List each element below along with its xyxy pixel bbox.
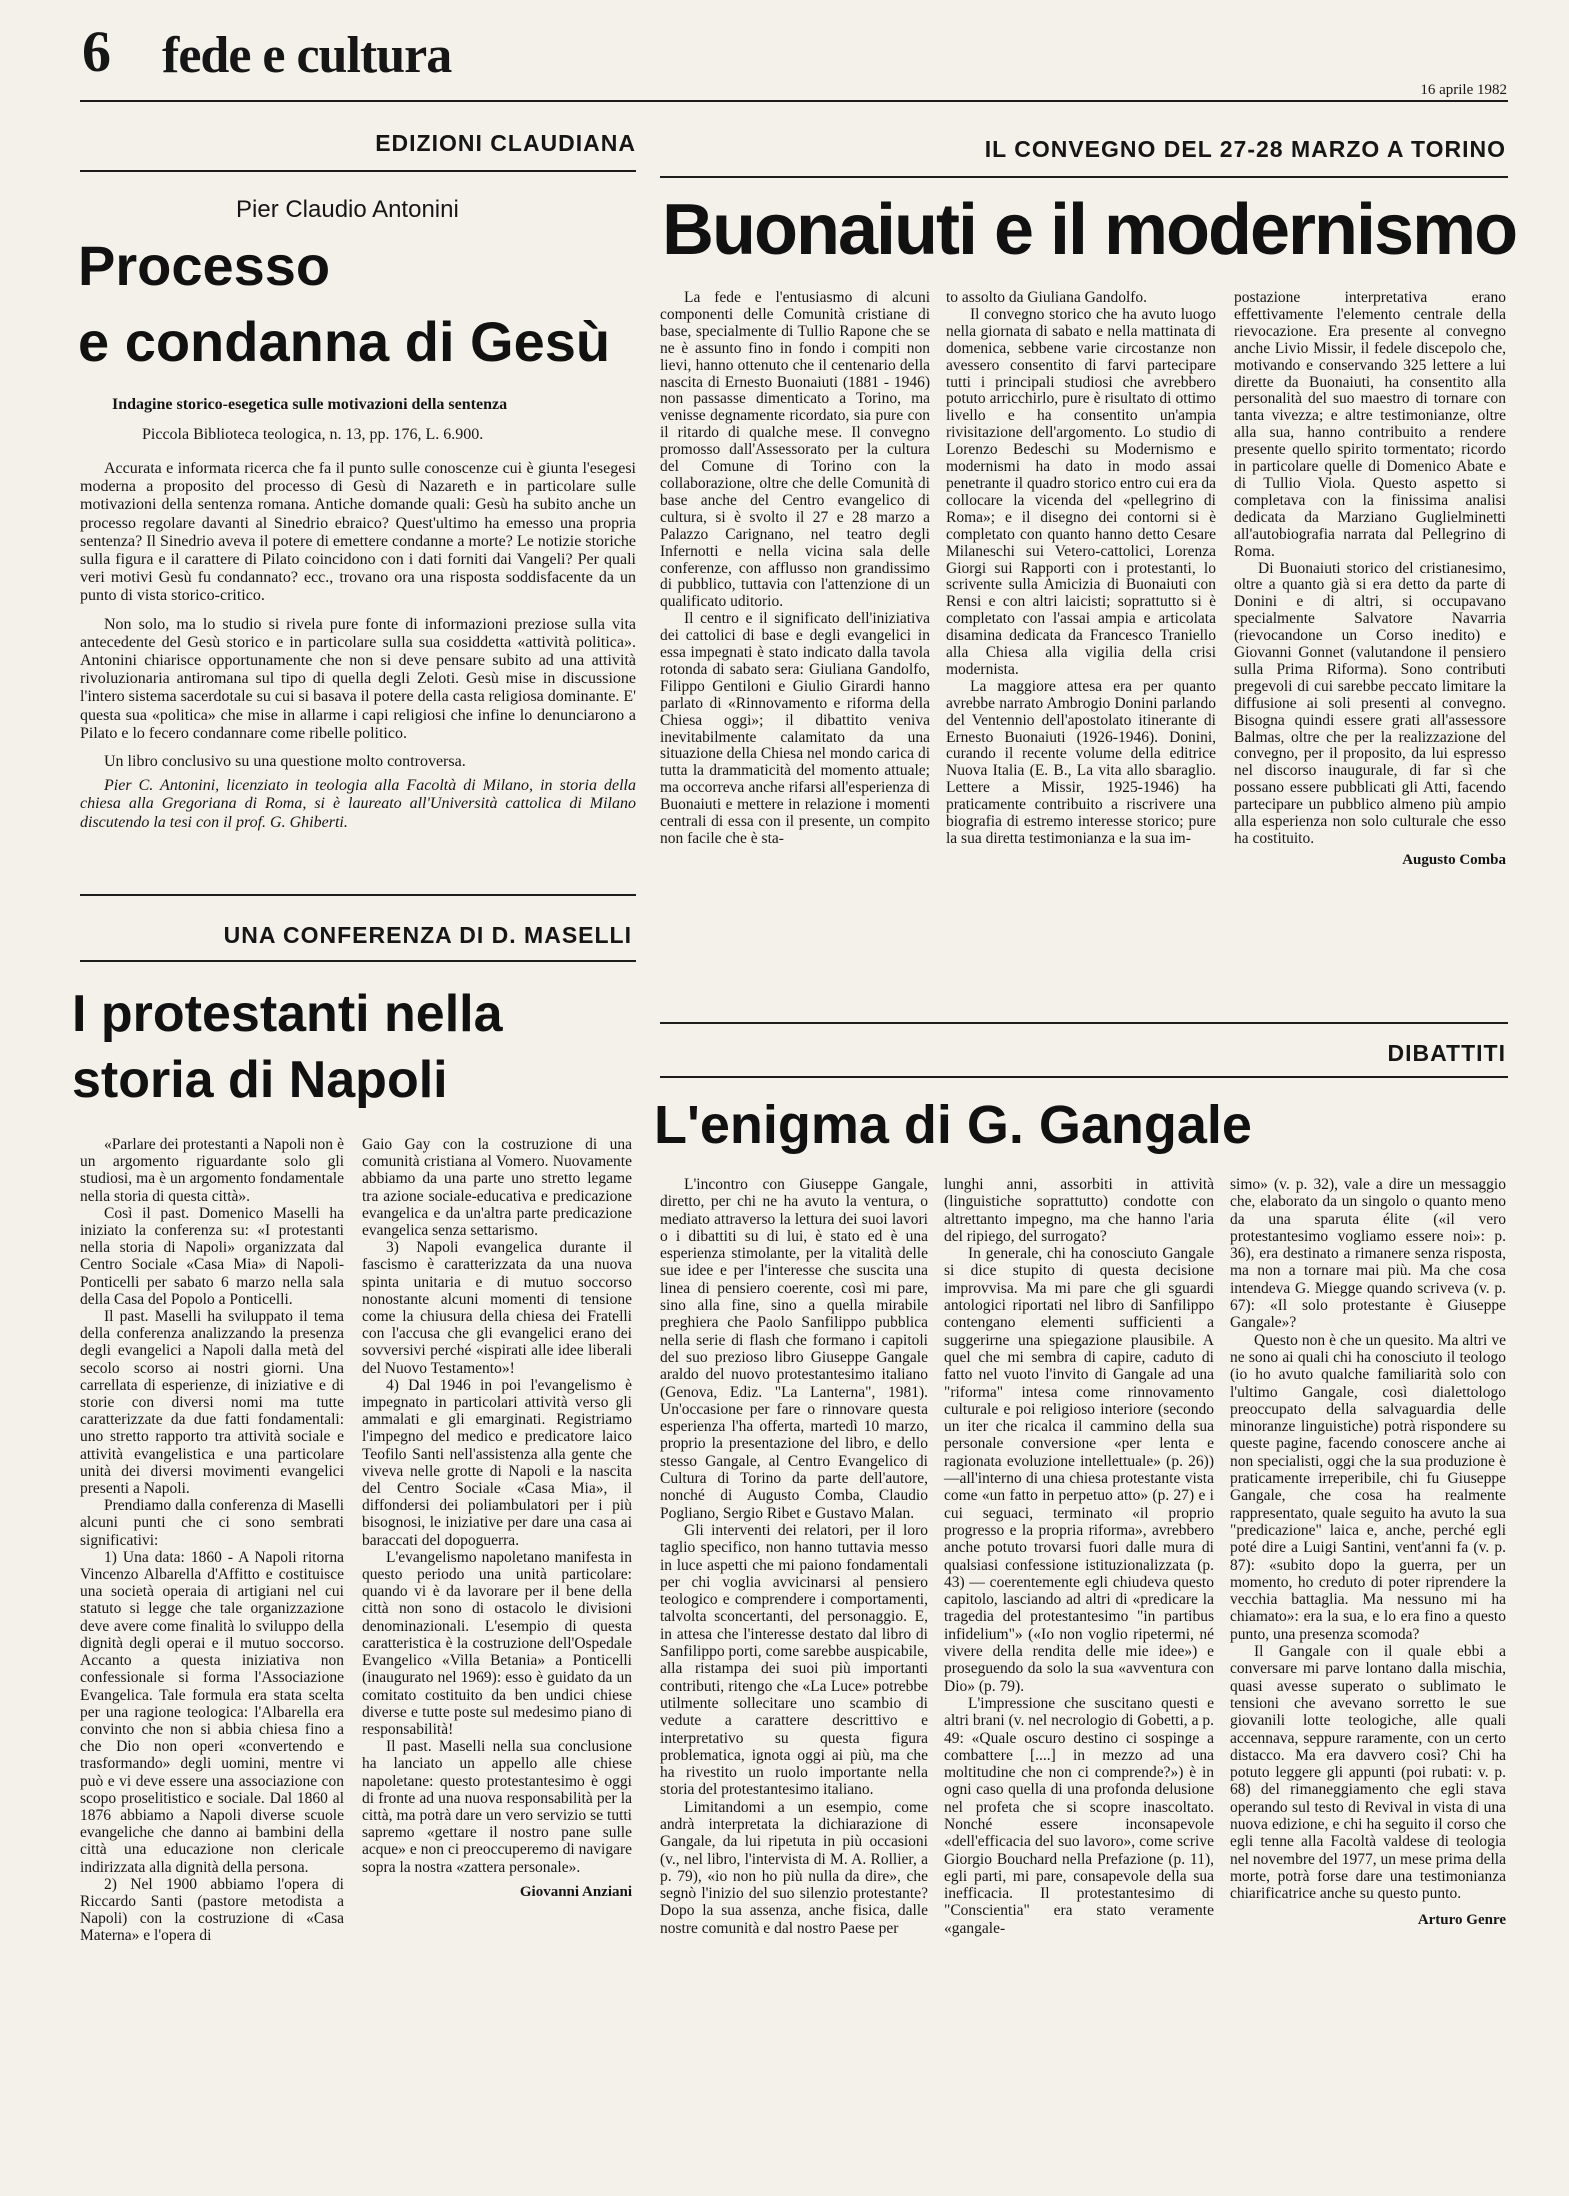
naples-paragraph: «Parlare dei protestanti a Napoli non è un argomento riguardante solo gli studiosi, ma è un argomento fondamentale nella storia di questa città». xyxy=(80,1136,344,1205)
naples-paragraph: 3) Napoli evangelica durante il fascismo è caratterizzata da una nuova spinta unitaria e di mutuo soccorso nonostante alcuni momenti di tensione come la chiusura della chiesa dei Fratelli con l'accusa che gli evangelici erano dei sovversivi perché «ispirati alle idee liberali del Nuovo Testamento»! xyxy=(362,1239,632,1377)
naples-title-line2: storia di Napoli xyxy=(72,1051,448,1109)
naples-title-line1: I protestanti nella xyxy=(72,985,503,1043)
modernism-signature: Augusto Comba xyxy=(1402,851,1506,868)
book-kicker: EDIZIONI CLAUDIANA xyxy=(375,130,636,156)
naples-paragraph: Prendiamo dalla conferenza di Maselli alcuni punti che ci sono sembrati significativi: xyxy=(80,1497,344,1549)
gangale-title: L'enigma di G. Gangale xyxy=(654,1095,1252,1155)
modernism-kicker: IL CONVEGNO DEL 27-28 MARZO A TORINO xyxy=(984,136,1506,162)
naples-paragraph: 2) Nel 1900 abbiamo l'opera di Riccardo Santi (pastore metodista a Napoli) con la costruzione di «Casa Materna» e l'opera di xyxy=(80,1875,344,1945)
gangale-paragraph: In generale, chi ha conosciuto Gangale si dice stupito di questa decisione improvvisa. Ma mi pare che gli sguardi antologici riportati nel libro di Sanfilippo contengano elementi sufficienti a suggerirne una spiegazione plausibile. A quel che mi sembra di capire, caduto di fatto nel vuoto l'invito di Gangale ad una "riforma" intesa come rinnovamento culturale e poi religioso interiore (secondo un iter che ricalca il cammino della sua personale conversione «per lenta e ragionata evoluzione intellettuale» (p. 26)) —all'interno di una chiesa protestante vista come «un fatto in perpetuo atto» (p. 27) e i cui seguaci, terminato «il proprio progresso e la propria riforma», avrebbero anche potuto trovarsi fuori dalle mura di qualsiasi confessione istituzionalizzata (p. 43) — coerentemente egli chiudeva questo capitolo, lasciando ad altri di «predicare la tragedia del protestantesimo "in partibus infidelium"» («Io non voglio ripetermi, né vivere della rendita delle mie idee») e proseguendo da solo la sua «avventura con Dio» (p. 79). xyxy=(944,1245,1214,1695)
modernism-kicker-rule xyxy=(660,176,1508,178)
gangale-column-3 xyxy=(1230,1176,1506,1930)
modernism-paragraph: postazione interpretativa erano effettivamente l'elemento centrale della rievocazione. Era presente al convegno anche Livio Missir, il fedele discepolo che, motivando e conservando 325 lettere a lui dirette da Buonaiuti, ha consentito alla personalità del suo maestro di tornare con tanta vivezza; e altre testimonianze, oltre alla sua, hanno contribuito a rendere presente quello spirito tormentato; ricordo in particolare quelle di Domenico Abate e di Tullio Viola. Questo aspetto si completava con la finissima analisi dedicata da Marziano Guglielminetti all'autobiografia narrata dal Pellegrino di Roma. xyxy=(1234,289,1506,560)
modernism-paragraph: Il centro e il significato dell'iniziativa dei cattolici di base e degli evangelici in essa impegnati è stato indicato dalla tavola rotonda di sabato sera: Giuliana Gandolfo, Filippo Gentiloni e Giulio Girardi hanno parlato di «Rinnovamento e riforma della Chiesa oggi»; il dibattito veniva inevitabilmente calamitato da una situazione della Chiesa nel mondo carica di tutta la drammaticità del momento attuale; ma occorreva anche rifarsi all'esperienza di Buonaiuti e mettere in relazione i momenti centrali di essa con il presente, un compito non facile che è sta- xyxy=(660,610,930,847)
book-series: Piccola Biblioteca teologica, n. 13, pp. 176, L. 6.900. xyxy=(142,426,484,443)
gangale-paragraph: Gli interventi dei relatori, per il loro taglio specifico, non hanno tuttavia messo in luce aspetti che mi paiono fondamentali per chi voglia avvicinarsi al pensiero teologico e comprendere i comportamenti, talvolta sconcertanti, del personaggio. E, in attesa che l'interesse destato dal libro di Sanfilippo porti, come sarebbe auspicabile, alla ristampa dei suoi più importanti contributi, ritengo che «La Luce» potrebbe utilmente sollecitare uno scambio di vedute a carattere descrittivo e interpretativo su questa figura problematica, ignota oggi ai più, ma che ha rivestito un ruolo importante nella storia del protestantesimo italiano. xyxy=(660,1521,928,1799)
naples-paragraph: L'evangelismo napoletano manifesta in questo periodo una unità particolare: quando vi è da lavorare per il bene della città non sono di ostacolo le divisioni denominazionali. L'esempio di questa caratteristica è la costruzione dell'Ospedale Evangelico «Villa Betania» a Ponticelli (inaugurato nel 1969): esso è guidato da un comitato costituito da ben undici chiese diverse e tutte poste sul medesimo piano di responsabilità! xyxy=(362,1548,632,1738)
book-subtitle: Indagine storico-esegetica sulle motivazioni della sentenza xyxy=(112,396,508,413)
naples-column-2 xyxy=(362,1136,632,1901)
gangale-column-1 xyxy=(660,1176,928,1937)
naples-top-rule xyxy=(80,894,636,896)
book-author: Pier Claudio Antonini xyxy=(236,196,459,223)
issue-date: 16 aprile 1982 xyxy=(1420,82,1507,98)
book-author-bio: Pier C. Antonini, licenziato in teologia alla Facoltà di Milano, in storia della chiesa alla Gregoriana di Roma, si è laureato all'Università cattolica di Milano discutendo la tesi con il prof. G. Ghiberti. xyxy=(80,777,636,831)
section-title: fede e cultura xyxy=(162,27,452,84)
gangale-kicker-rule xyxy=(660,1076,1508,1078)
book-kicker-rule xyxy=(80,170,636,172)
modernism-paragraph: La maggiore attesa era per quanto avrebbe narrato Ambrogio Donini parlando del Ventennio dell'apostolato itinerante di Ernesto Buonaiuti (1926-1946). Donini, curando il recente volume della editrice Nuova Italia (E. B., La vita allo sbaraglio. Lettere a Missir, 1925-1946) ha praticamente contribuito a riscrivere una biografia di estremo interesse storico; pure la sua diretta testimonianza e la sua im- xyxy=(946,677,1216,847)
naples-paragraph: Il past. Maselli nella sua conclusione ha lanciato un appello alle chiese napoletane: questo protestantesimo è oggi di fronte ad una nuova responsabilità per la città, ma potrà dare un vero servizio se tutti sapremo «gettare il nostro pane sulle acque» e non ci preoccuperemo di navigare sopra la nostra «zattera personale». xyxy=(362,1738,632,1876)
gangale-paragraph: Limitandomi a un esempio, come andrà interpretata la dichiarazione di Gangale, da lui ripetuta in più occasioni (v., nel libro, l'intervista di M. A. Rollier, a p. 79), «io non ho più nulla da dire», che segnò l'inizio del suo silenzio protestante? Dopo la sua assenza, anche fisica, dalle nostre comunità e dal nostro Paese per xyxy=(660,1798,928,1937)
naples-paragraph: Il past. Maselli ha sviluppato il tema della conferenza analizzando la presenza degli evangelici a Napoli dalla metà del secolo scorso ai nostri giorni. Una carrellata di esperienze, di iniziative e di storie con diversi nomi ma tutte caratterizzate da due fatti fondamentali: uno stretto rapporto tra attività sociale e attività evangelistica e una particolare unità dei diversi movimenti evangelici presenti a Napoli. xyxy=(80,1308,344,1498)
naples-paragraph: Gaio Gay con la costruzione di una comunità cristiana al Vomero. Nuovamente abbiamo da una parte uno stretto legame tra azione sociale-educativa e predicazione evangelica e da un'altra parte predicazione evangelica senza settarismo. xyxy=(362,1136,632,1240)
modernism-paragraph: Di Buonaiuti storico del cristianesimo, oltre a quanto già si era detto da parte di Donini e di altri, si occupavano specialmente Salvatore Navarria (rievocandone un Corso inedito) e Giovanni Gonnet (valutandone il pensiero sulla Prima Riforma). Sono contributi pregevoli di cui sarebbe peccato limitare la diffusione ai soli presenti al convegno. Bisogna quindi essere grati all'assessore Balmas, oltre che per la realizzazione del convegno, per il proposito, da lui espresso nel discorso inaugurale, di far sì che possano essere pubblicati gli Atti, facendo partecipare un pubblico almeno più ampio alla esperienza non solo culturale che esso ha costituito. xyxy=(1234,559,1506,847)
gangale-paragraph: L'incontro con Giuseppe Gangale, diretto, per chi ne ha avuto la ventura, o mediato attraverso la lettura dei suoi lavori o i dibattiti su di lui, è stato ed è una esperienza stimolante, per la vitalità delle sue idee e per l'interesse che suscita una linea di pensiero coerente, così mi pare, sino alla fine, sino a quella mirabile preghiera che Paolo Sanfilippo pubblica nella serie di flash che formano i capitoli del suo prezioso libro Giuseppe Gangale araldo del nuovo protestantesimo italiano (Genova, Ediz. "La Lanterna", 1981). Un'occasione per fare o rinnovare questa esperienza l'ha offerta, martedì 10 marzo, proprio la presentazione del libro, e dello stesso Gangale, al Centro Evangelico di Cultura di Torino da parte dell'autore, nonché di Augusto Comba, Claudio Pogliano, Sergio Ribet e Gustavo Malan. xyxy=(660,1176,928,1522)
page-number: 6 xyxy=(82,19,111,84)
gangale-top-rule xyxy=(660,1022,1508,1024)
book-paragraph: Accurata e informata ricerca che fa il punto sulle conoscenze cui è giunta l'esegesi moderna a proposito del processo di Gesù di Nazareth e in particolare sulle motivazioni della sentenza romana. Antiche domande quali: Gesù ha subito anche un processo regolare davanti al Sinedrio ebraico? Quest'ultimo ha emesso una propria sentenza? Il Sinedrio aveva il potere di emettere condanne a morte? Le notizie storiche sulla figura e il carattere di Pilato coincidono con i dati forniti dai Vangeli? Per quali veri motivi Gesù fu condannato? ecc., trovano ora una risposta soddisfacente da un punto di vista storico-critico. xyxy=(80,460,636,605)
gangale-paragraph: Il Gangale con il quale ebbi a conversare mi parve lontano dalla mischia, quasi avesse superato o sublimato le tensioni che avevano sorretto le sue giovanili lotte teologiche, alle quali accennava, seppure raramente, con un certo distacco. Ma era davvero così? Chi ha potuto leggere gli appunti (poi rubati: v. p. 68) del rimaneggiamento che egli stava operando sul testo di Revival in vista di una nuova edizione, e chi ha seguito il corso che egli tenne alla Facoltà valdese di teologia nel novembre del 1977, un mese prima della morte, potrà forse dare una testimonianza chiarificatrice anche su questo punto. xyxy=(1230,1643,1506,1903)
gangale-paragraph: L'impressione che suscitano questi e altri brani (v. nel necrologio di Gobetti, a p. 49: «Quale oscuro destino ci sospinge a combattere [....] in mezzo ad una moltitudine che non ci comprende?») è in ogni caso quella di una profonda delusione nel profeta che si scopre inascoltato. Nonché essere inconsapevole «dell'efficacia del suo lavoro», come scrive Giorgio Bouchard nella Prefazione (p. 11), egli parti, mi pare, consapevole della sua inefficacia. Il protestantesimo di "Conscientia" era stato veramente «gangale- xyxy=(944,1694,1214,1937)
naples-paragraph: 1) Una data: 1860 - A Napoli ritorna Vincenzo Albarella d'Affitto e costituisce una società operaia di artigiani nel cui statuto si legge che tale organizzazione deve avere come finalità lo sviluppo della dignità degli operai e il mutuo soccorso. Accanto a questa iniziativa non confessionale si forma l'Associazione Evangelica. Tale formula era stata scelta per una ragione teologica: l'Albarella era convinto che non si abbia chiesa fino a che Dio non operi «convertendo e trasformando» degli uomini, mentre vi può e vi deve essere una associazione con scopo proselitistico e sociale. Dal 1860 al 1876 abbiamo a Napoli diverse scuole evangeliche che danno ai bambini della città una educazione non clericale indirizzata alla dignità della persona. xyxy=(80,1548,344,1876)
gangale-paragraph: simo» (v. p. 32), vale a dire un messaggio che, elaborato da un singolo o quanto meno da una sparuta élite («il vero protestantesimo vogliamo essere noi»: p. 36), era destinato a rimanere senza risposta, ma non a tornare mai più. Ma che cosa intendeva G. Miegge quando scriveva (v. p. 67): «Il solo protestante è Giuseppe Gangale»? xyxy=(1230,1176,1506,1332)
book-body xyxy=(80,460,636,832)
naples-kicker: UNA CONFERENZA DI D. MASELLI xyxy=(223,922,632,948)
modernism-paragraph: Il convegno storico che ha avuto luogo nella giornata di sabato e nella mattinata di domenica, sebbene varie circostanze non avessero consentito di farvi partecipare tutti i principali studiosi che avrebbero potuto arricchirlo, pure è risultato di ottimo livello e ha consentito un'ampia rivisitazione dell'argomento. Lo studio di Lorenzo Bedeschi su Modernismo e modernismi ha dato in modo assai penetrante il quadro storico entro cui era da collocare la vicenda del «pellegrino di Roma»; e il disegno dei contorni si è completato con quanto hanno detto Cesare Milaneschi sui Vetero-cattolici, Lorenza Giorgi sui Rapporti con i protestanti, lo scrivente sulla Amicizia di Buonaiuti con Rensi e con altri laicisti; soprattutto si è completato con l'assai ampia e articolata disamina dedicata da Francesco Traniello alla Chiesa alla vigilia della crisi modernista. xyxy=(946,305,1216,678)
gangale-paragraph: lunghi anni, assorbiti in attività (linguistiche soprattutto) condotte con altrettanto impegno, ma che hanno l'aria del ripiego, del surrogato? xyxy=(944,1176,1214,1245)
book-title-line1: Processo xyxy=(78,234,331,297)
book-paragraph: Non solo, ma lo studio si rivela pure fonte di informazioni preziose sulla vita antecedente del Gesù storico e in particolare sulla sua cosiddetta «attività politica». Antonini chiarisce opportunamente che non si deve pensare subito ad una attività rivoluzionaria antiromana sul tipo di quella degli Zeloti. Gesù mise in discussione l'intero sistema sacerdotale su cui si basava il potere della casta religiosa dominante. E' questa sua «politica» che mise in allarme i capi religiosi che infine lo denunciarono a Pilato e lo fecero condannare come ribelle politico. xyxy=(80,615,636,742)
gangale-kicker: DIBATTITI xyxy=(1387,1040,1506,1066)
naples-paragraph: 4) Dal 1946 in poi l'evangelismo è impegnato in particolari attività verso gli ammalati e gli emarginati. Registriamo l'impegno del medico e predicatore laico Teofilo Santi nell'assistenza alla gente che viveva nelle grotte di Napoli e la nascita del Centro Sociale «Casa Mia», il diffondersi dei poliambulatori per i più bisognosi, le iniziative per dare una casa ai baraccati del dopoguerra. xyxy=(362,1376,632,1549)
gangale-column-2 xyxy=(944,1176,1214,1937)
naples-paragraph: Così il past. Domenico Maselli ha iniziato la conferenza su: «I protestanti nella storia di Napoli» organizzata dal Centro Sociale «Casa Mia» di Napoli-Ponticelli per sabato 6 marzo nella sala della Casa del Popolo a Ponticelli. xyxy=(80,1204,344,1308)
modernism-column-1 xyxy=(660,290,930,848)
naples-kicker-rule xyxy=(80,960,636,962)
modernism-column-2 xyxy=(946,290,1216,848)
modernism-paragraph: La fede e l'entusiasmo di alcuni componenti delle Comunità cristiane di base, specialmente di Tullio Rapone che se ne è assunto fino in fondo i compiti non lievi, hanno ottenuto che il centenario della nascita di Ernesto Buonaiuti (1881 - 1946) non passasse dimenticato a Torino, ma venisse degnamente ricordato, sia pure con il ritardo di qualche mese. Il convegno promosso dall'Assessorato per la cultura del Comune di Torino con la collaborazione, oltre che delle Comunità di base anche del Centro evangelico di cultura, si è svolto il 27 e 28 marzo a Palazzo Carignano, nel teatro degli Infernotti e nella vicina sala delle conferenze, con afflusso non grandissimo di pubblico, tuttavia con l'attenzione di un qualificato uditorio. xyxy=(660,289,930,611)
book-title-line2: e condanna di Gesù xyxy=(78,310,611,373)
naples-column-1 xyxy=(80,1136,344,1945)
modernism-column-3 xyxy=(1234,290,1506,869)
masthead-rule xyxy=(80,100,1508,102)
modernism-paragraph: to assolto da Giuliana Gandolfo. xyxy=(946,289,1148,306)
gangale-paragraph: Questo non è che un quesito. Ma altri ve ne sono ai quali chi ha conosciuto il teologo (io ho avuto qualche familiarità solo con l'ultimo Gangale, così dialettologo preoccupato della salvaguardia delle minoranze linguistiche) potrà rispondere su queste pagine, facendo conoscere anche ai non specialisti, oggi che la sua produzione è praticamente irreperibile, chi fu Giuseppe Gangale, che cosa ha realmente rappresentato, quale seguito ha avuto la sua "predicazione" laica e, anche, perché egli poté dire a Luigi Santini, vent'anni fa (v. p. 87): «subito dopo la guerra, per un momento, ho creduto di poter riprendere la vecchia battaglia. Ma nessuno mi ha chiamato»: era la sua, e lo era fino a questo punto, una presenza scomoda? xyxy=(1230,1331,1506,1643)
naples-signature: Giovanni Anziani xyxy=(519,1883,632,1900)
modernism-title: Buonaiuti e il modernismo xyxy=(662,190,1517,270)
book-paragraph: Un libro conclusivo su una questione molto controversa. xyxy=(104,753,466,771)
gangale-signature: Arturo Genre xyxy=(1417,1912,1506,1929)
